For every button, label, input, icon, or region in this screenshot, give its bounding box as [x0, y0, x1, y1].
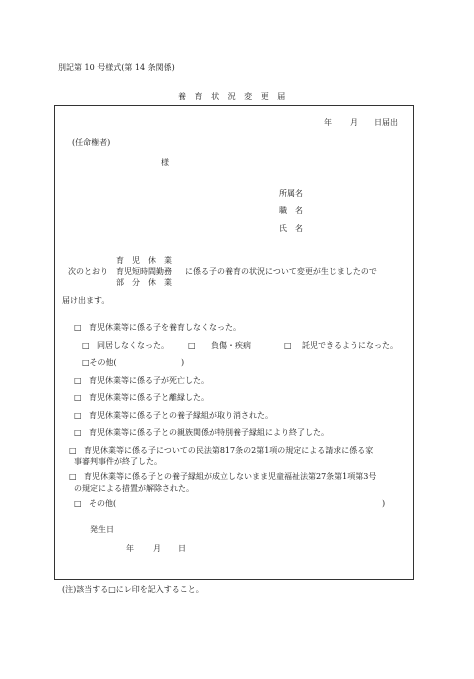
occurrence-month-label: 月 — [153, 544, 161, 553]
leave-type-childcare: 育 児 休 業 — [116, 256, 172, 265]
checkbox-daycare[interactable]: □ — [284, 341, 292, 350]
item-not-raising: 育児休業等に係る子を養育しなくなった。 — [89, 323, 241, 332]
item-family-court-case-line1: 育児休業等に係る子についての民法第817条の2第1項の規定による請求に係る家 — [84, 446, 374, 455]
intro-closing: 届け出ます。 — [62, 296, 110, 305]
checkbox-relation-ended[interactable]: □ — [74, 428, 82, 437]
affiliation-label: 所属名 — [279, 189, 303, 198]
date-year-label: 年 — [324, 118, 332, 127]
checkbox-family-court-case[interactable]: □ — [69, 446, 77, 455]
checkbox-no-cohabitation[interactable]: □ — [82, 341, 90, 350]
item-relation-ended: 育児休業等に係る子との親族関係が特別養子縁組により終了した。 — [89, 428, 329, 437]
item-measure-lifted-line2: の規定による措置が解除された。 — [74, 484, 194, 493]
form-reference: 別記第 10 号様式(第 14 条関係) — [58, 63, 175, 72]
addressee-honorific: 様 — [161, 158, 169, 167]
checkbox-injury-illness[interactable]: □ — [188, 341, 196, 350]
item-adoption-cancelled: 育児休業等に係る子との養子縁組が取り消された。 — [89, 411, 273, 420]
checkbox-measure-lifted[interactable]: □ — [69, 472, 77, 481]
sub-no-cohabitation: 同居しなくなった。 — [97, 341, 169, 350]
date-submitted-label: 日届出 — [374, 118, 398, 127]
appointing-authority-label: (任命権者) — [72, 138, 111, 147]
leave-type-partial: 部 分 休 業 — [116, 278, 172, 287]
item-dissolved-adoption: 育児休業等に係る子と離縁した。 — [89, 393, 209, 402]
item-other-open: その他( — [89, 499, 117, 508]
footnote: (注)該当する□にレ印を記入すること。 — [62, 585, 204, 594]
position-label: 職 名 — [279, 206, 303, 215]
checkbox-dissolved-adoption[interactable]: □ — [74, 393, 82, 402]
leave-type-short-hours: 育児短時間勤務 — [116, 267, 172, 276]
sub-other-open: □その他( — [82, 358, 117, 367]
intro-prefix: 次のとおり — [68, 267, 108, 276]
item-other-close: ) — [382, 499, 386, 508]
item-child-died: 育児休業等に係る子が死亡した。 — [89, 376, 209, 385]
sub-daycare: 託児できるようになった。 — [302, 341, 398, 350]
checkbox-child-died[interactable]: □ — [74, 376, 82, 385]
checkbox-not-raising[interactable]: □ — [74, 323, 82, 332]
occurrence-day-label: 日 — [178, 544, 186, 553]
date-month-label: 月 — [350, 118, 358, 127]
occurrence-year-label: 年 — [126, 544, 134, 553]
form-title: 養 育 状 況 変 更 届 — [178, 92, 289, 101]
item-measure-lifted-line1: 育児休業等に係る子との養子縁組が成立しないまま児童福祉法第27条第1項第3号 — [84, 472, 377, 481]
sub-injury-illness: 負傷・疾病 — [211, 341, 251, 350]
occurrence-date-label: 発生日 — [90, 525, 114, 534]
name-label: 氏 名 — [279, 224, 303, 233]
sub-other-close: ) — [181, 358, 185, 367]
item-family-court-case-line2: 事審判事件が終了した。 — [74, 457, 162, 466]
checkbox-adoption-cancelled[interactable]: □ — [74, 411, 82, 420]
intro-suffix: に係る子の養育の状況について変更が生じましたので — [185, 267, 377, 276]
checkbox-other[interactable]: □ — [74, 499, 82, 508]
